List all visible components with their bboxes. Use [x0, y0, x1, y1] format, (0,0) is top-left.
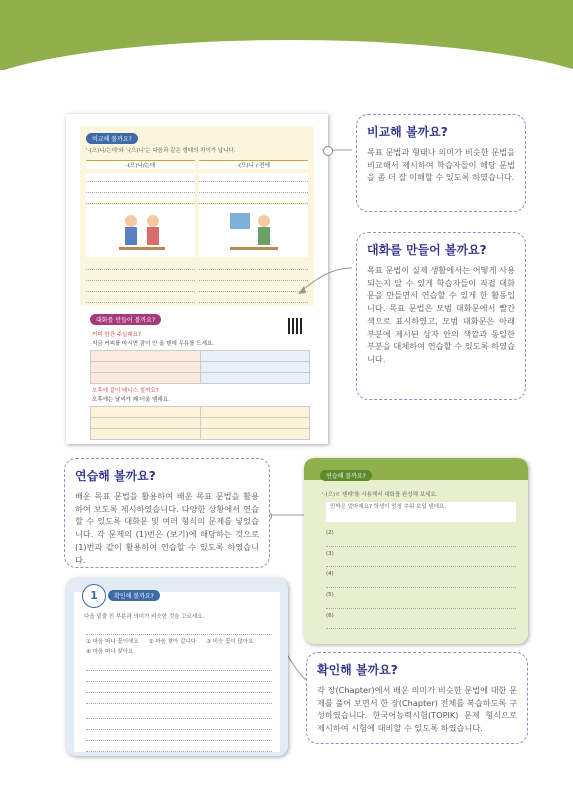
practice-item1: '-(으)ㄹ 텐데'를 사용해서 대화를 완성해 보세요.	[322, 492, 438, 498]
compare-intro: '-(으)니/는데'와 '-(으)니'는 다음과 같은 형태의 차이가 납니다.	[86, 148, 236, 154]
practice-tag: 연습해 볼까요?	[320, 470, 372, 481]
sample-page-check	[66, 578, 288, 756]
callout-practice	[64, 458, 270, 568]
callout-practice-title: 연습해 볼까요?	[75, 469, 156, 483]
check-intro: 다음 밑줄 친 부분과 의미가 비슷한 것을 고르세요.	[84, 614, 205, 620]
check-tag: 확인해 볼까요?	[108, 590, 160, 601]
practice-item: (2)	[326, 530, 334, 536]
callout-compare-body: 목표 문법과 형태나 의미가 비슷한 문법을 비교해서 제시하여 학습자들이 해당 문법을 좀 더 잘 이해할 수 있도록 하였습니다.	[367, 147, 515, 183]
callout-check	[306, 652, 528, 744]
check-question-1	[86, 626, 272, 756]
compare-col-left: -(으)니/는데	[86, 160, 195, 169]
callout-compare-title: 비교해 볼까요?	[367, 125, 448, 139]
practice-items	[326, 530, 516, 633]
practice-item: (5)	[326, 592, 334, 599]
callout-practice-body: 배운 목표 문법을 활용하여 배운 목표 문법을 활용하여 보도록 제시하였습니다. 다양한 상황에서 연습할 수 있도록 대화문 및 여러 형식의 문제를 넣었습니다. 각 문제의 (1)번은 (보기)에 해당하는 것으로 (1)번과 같이 활용하여 연습할 수 있도록 하였습니다.	[75, 491, 259, 565]
dialogue-q2b: 오후에는 날씨가 꽤 더울 텐데요.	[92, 397, 170, 403]
chapter-number: 1	[82, 584, 106, 608]
practice-example: 민박은 얼마예요? 학생이 엄청 추워 보일 텐데요.	[330, 504, 447, 510]
compare-tag: 비교해 볼까요?	[86, 133, 138, 144]
dialogue-q1: 커피 한잔 주실래요?	[92, 332, 141, 338]
practice-example-box	[326, 502, 516, 522]
check-option: ② 마음 찾아 갑니다	[148, 639, 197, 645]
callout-compare	[356, 114, 526, 212]
callout-check-body: 각 장(Chapter)에서 배운 의미가 비슷한 문법에 대한 문제를 풀어 보면서 한 장(Chapter) 전체를 복습하도록 구성하였습니다. 한국어능력시험(TOPIK) 문제 형식으로 제시하여 시험에 대비할 수 있도록 하였습니다.	[317, 685, 517, 734]
dialogue-q1b: 지금 커피를 마시면 잠이 안 올 텐데 우유를 드세요.	[92, 341, 214, 347]
callout-dialogue-title: 대화를 만들어 볼까요?	[367, 243, 487, 257]
check-option: ④ 마음 떠나 찾아요	[86, 648, 134, 655]
practice-item: (3)	[326, 550, 334, 557]
check-option: ① 마음 떠나 꽃이에요	[86, 639, 139, 645]
check-option: ③ 비슷 꽃이 많아요	[206, 639, 254, 645]
callout-check-title: 확인해 볼까요?	[317, 663, 398, 677]
connector-dot	[323, 146, 333, 156]
callout-dialogue	[356, 232, 526, 400]
sample-page-practice	[304, 458, 528, 644]
practice-item: (6)	[326, 612, 334, 619]
callout-dialogue-body: 목표 문법이 실제 생활에서는 어떻게 사용되는지 알 수 있게 학습자들이 직접 대화문을 만들면서 연습할 수 있게 한 활동입니다. 목표 문법은 모범 대화문에서 빨간색으로 표시하였고, 모범 대화문은 아래 부분에 제시된 상자 안의 색깔과 동일한 부분을 대체하여 연습할 수 있도록 하였습니다.	[367, 265, 515, 364]
compare-col-right: -(으)니 / 전에	[199, 160, 308, 169]
dialogue-q2: 오후에 같이 테니스 칠까요?	[92, 388, 159, 394]
dialogue-tag: 대화를 만들어 볼까요?	[90, 314, 161, 325]
practice-item: (4)	[326, 571, 334, 578]
